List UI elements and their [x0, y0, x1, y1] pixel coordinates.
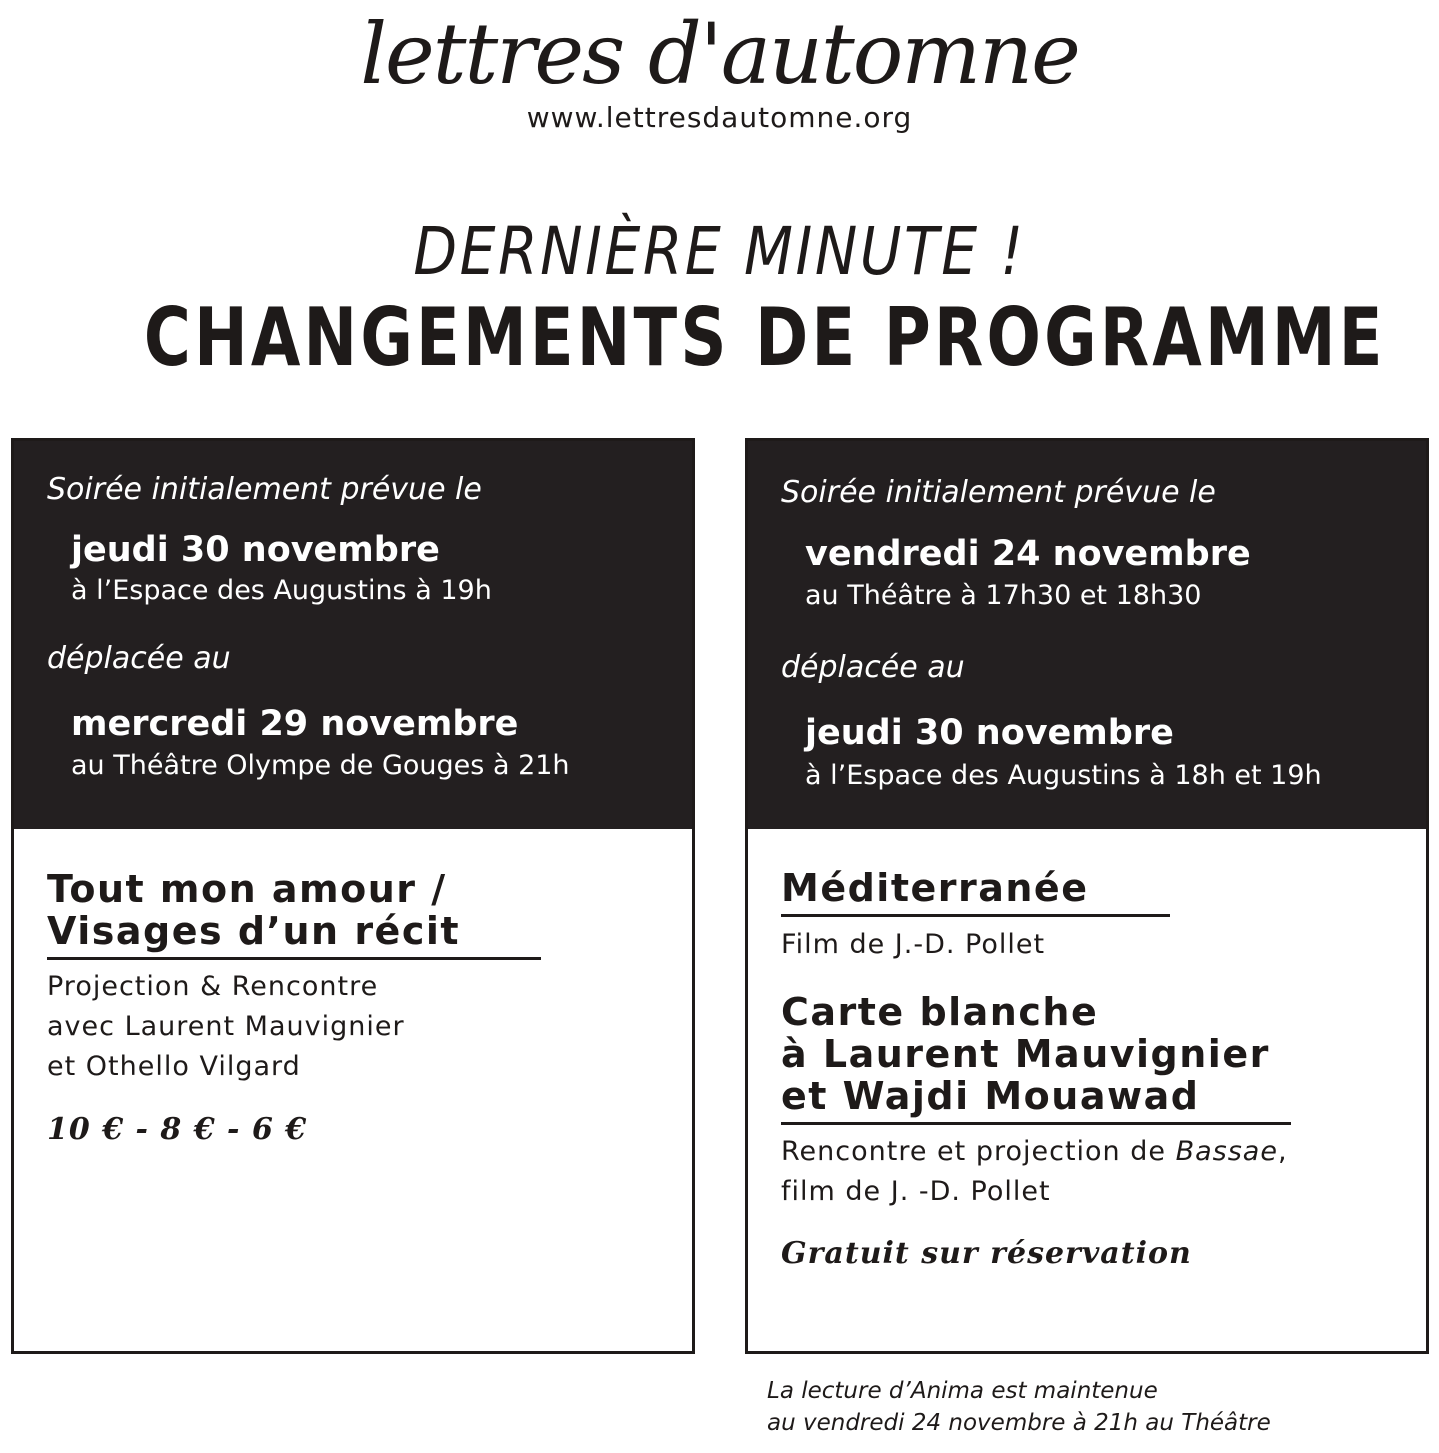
- carte-blanche-title-line1: Carte blanche: [781, 990, 1099, 1034]
- event-card-right: [745, 438, 1429, 1354]
- festival-logo: lettres d'automne: [360, 5, 1079, 103]
- film-title-underline: [781, 914, 1170, 917]
- event-description-line2: avec Laurent Mauvignier: [47, 1011, 405, 1042]
- event-description-line2: film de J. -D. Pollet: [781, 1176, 1051, 1207]
- initially-scheduled-label: Soirée initialement prévue le: [781, 475, 1216, 510]
- new-venue-time: au Théâtre Olympe de Gouges à 21h: [71, 750, 570, 781]
- event-description-line1: Rencontre et projection de Bassae,: [781, 1136, 1288, 1167]
- film-title: Méditerranée: [781, 866, 1089, 910]
- new-date: jeudi 30 novembre: [805, 713, 1174, 753]
- headline-last-minute: DERNIÈRE MINUTE !: [413, 213, 1026, 290]
- original-date: jeudi 30 novembre: [71, 530, 440, 570]
- footnote-line1: La lecture d’Anima est maintenue: [767, 1378, 1158, 1404]
- headline-program-changes: CHANGEMENTS DE PROGRAMME: [143, 291, 1386, 384]
- footnote: [767, 1375, 1427, 1439]
- event-description-line1: Projection & Rencontre: [47, 971, 379, 1002]
- moved-to-label: déplacée au: [47, 641, 231, 676]
- film-title-bassae: Bassae: [1175, 1136, 1278, 1167]
- event-title-line1: Tout mon amour /: [47, 867, 447, 911]
- original-venue-time: à l’Espace des Augustins à 19h: [71, 575, 492, 606]
- event-card-left: [11, 438, 695, 1354]
- schedule-change-panel: [748, 441, 1426, 829]
- new-date: mercredi 29 novembre: [71, 704, 519, 744]
- website-url[interactable]: www.lettresdautomne.org: [526, 101, 913, 134]
- original-date: vendredi 24 novembre: [805, 534, 1251, 574]
- event-price: Gratuit sur réservation: [781, 1236, 1192, 1271]
- original-venue-time: au Théâtre à 17h30 et 18h30: [805, 580, 1202, 611]
- moved-to-label: déplacée au: [781, 650, 965, 685]
- schedule-change-panel: [14, 441, 692, 829]
- carte-blanche-underline: [781, 1122, 1291, 1125]
- event-price: 10 € - 8 € - 6 €: [47, 1112, 308, 1147]
- carte-blanche-title-line3: et Wajdi Mouawad: [781, 1074, 1200, 1118]
- event-title-line2: Visages d’un récit: [47, 909, 461, 953]
- title-underline: [47, 957, 541, 960]
- event-description-line3: et Othello Vilgard: [47, 1051, 301, 1082]
- footnote-line2: au vendredi 24 novembre à 21h au Théâtre: [767, 1410, 1271, 1436]
- carte-blanche-title-line2: à Laurent Mauvignier: [781, 1032, 1270, 1076]
- new-venue-time: à l’Espace des Augustins à 18h et 19h: [805, 760, 1322, 791]
- film-credit: Film de J.-D. Pollet: [781, 929, 1046, 960]
- initially-scheduled-label: Soirée initialement prévue le: [47, 472, 482, 507]
